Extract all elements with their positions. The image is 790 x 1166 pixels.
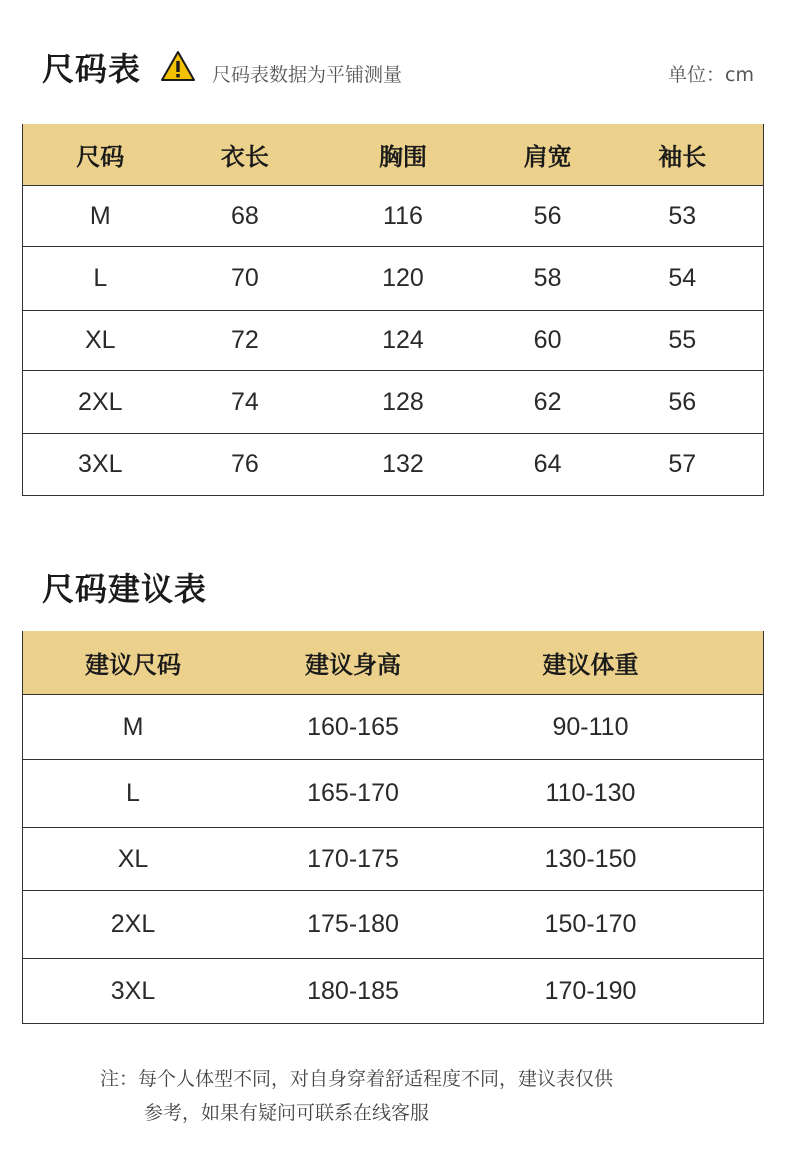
measurement-note: 尺码表数据为平铺测量	[212, 64, 403, 86]
cell-size: XL	[84, 326, 116, 354]
cell-sleeve: 57	[668, 450, 697, 478]
header-shoulder: 肩宽	[523, 143, 572, 171]
warning-triangle-icon	[160, 50, 196, 82]
cell-shoulder: 58	[533, 264, 562, 292]
cell-size: L	[126, 779, 140, 807]
table-row	[23, 958, 763, 1023]
advice-chart-table	[22, 631, 764, 1024]
table-row	[23, 890, 763, 958]
cell-chest: 120	[382, 264, 424, 292]
cell-height: 175-180	[307, 910, 399, 938]
cell-shoulder: 60	[533, 326, 562, 354]
footer-note-line-2: 参考，如果有疑问可联系在线客服	[144, 1102, 430, 1124]
unit-label: 单位：cm	[668, 64, 754, 86]
table-row	[23, 759, 763, 827]
cell-size: 2XL	[78, 387, 123, 416]
header-suggested-size: 建议尺码	[85, 651, 181, 679]
table-row	[23, 433, 763, 495]
advice-chart-header-row	[23, 631, 763, 694]
cell-height: 170-175	[307, 844, 399, 873]
table-row	[23, 370, 763, 433]
cell-weight: 90-110	[552, 712, 629, 741]
cell-sleeve: 56	[668, 387, 697, 416]
cell-chest: 128	[382, 387, 424, 416]
size-chart-header-row	[23, 124, 763, 185]
cell-size: L	[93, 264, 108, 292]
cell-size: 2XL	[110, 910, 156, 938]
header-size: 尺码	[76, 143, 125, 171]
cell-weight: 130-150	[544, 844, 637, 873]
table-row	[23, 246, 763, 310]
cell-length: 72	[230, 326, 259, 354]
cell-chest: 116	[383, 201, 423, 230]
cell-weight: 110-130	[545, 779, 636, 807]
cell-sleeve: 55	[668, 326, 697, 354]
cell-shoulder: 56	[533, 201, 562, 230]
cell-height: 165-170	[307, 779, 399, 807]
size-chart-table	[22, 124, 764, 496]
cell-length: 70	[230, 264, 259, 292]
cell-length: 74	[230, 387, 259, 416]
cell-length: 76	[230, 450, 259, 478]
cell-sleeve: 54	[668, 264, 697, 292]
header-suggested-height: 建议身高	[305, 651, 401, 679]
cell-size: M	[122, 712, 144, 741]
cell-size: XL	[117, 844, 149, 873]
table-row	[23, 185, 763, 246]
cell-height: 180-185	[307, 976, 399, 1005]
cell-weight: 150-170	[544, 910, 637, 938]
header-suggested-weight: 建议体重	[542, 651, 639, 679]
advice-chart-title: 尺码建议表	[42, 570, 208, 608]
footer-note	[100, 1062, 613, 1130]
cell-size: 3XL	[78, 450, 123, 478]
cell-size: M	[89, 201, 111, 230]
table-row	[23, 827, 763, 890]
cell-shoulder: 64	[533, 450, 562, 478]
header-chest: 胸围	[378, 143, 427, 171]
cell-weight: 170-190	[544, 976, 637, 1005]
cell-chest: 124	[382, 326, 424, 354]
cell-size: 3XL	[110, 976, 156, 1005]
table-row	[23, 694, 763, 759]
header-sleeve: 袖长	[658, 143, 707, 171]
cell-shoulder: 62	[533, 387, 562, 416]
cell-sleeve: 53	[668, 201, 697, 230]
table-row	[23, 310, 763, 370]
cell-height: 160-165	[307, 712, 399, 741]
header-length: 衣长	[220, 143, 269, 171]
cell-length: 68	[230, 201, 259, 230]
footer-note-line-1: 注：每个人体型不同，对自身穿着舒适程度不同，建议表仅供	[100, 1068, 614, 1090]
size-chart-title: 尺码表	[42, 50, 142, 88]
cell-chest: 132	[382, 450, 424, 478]
